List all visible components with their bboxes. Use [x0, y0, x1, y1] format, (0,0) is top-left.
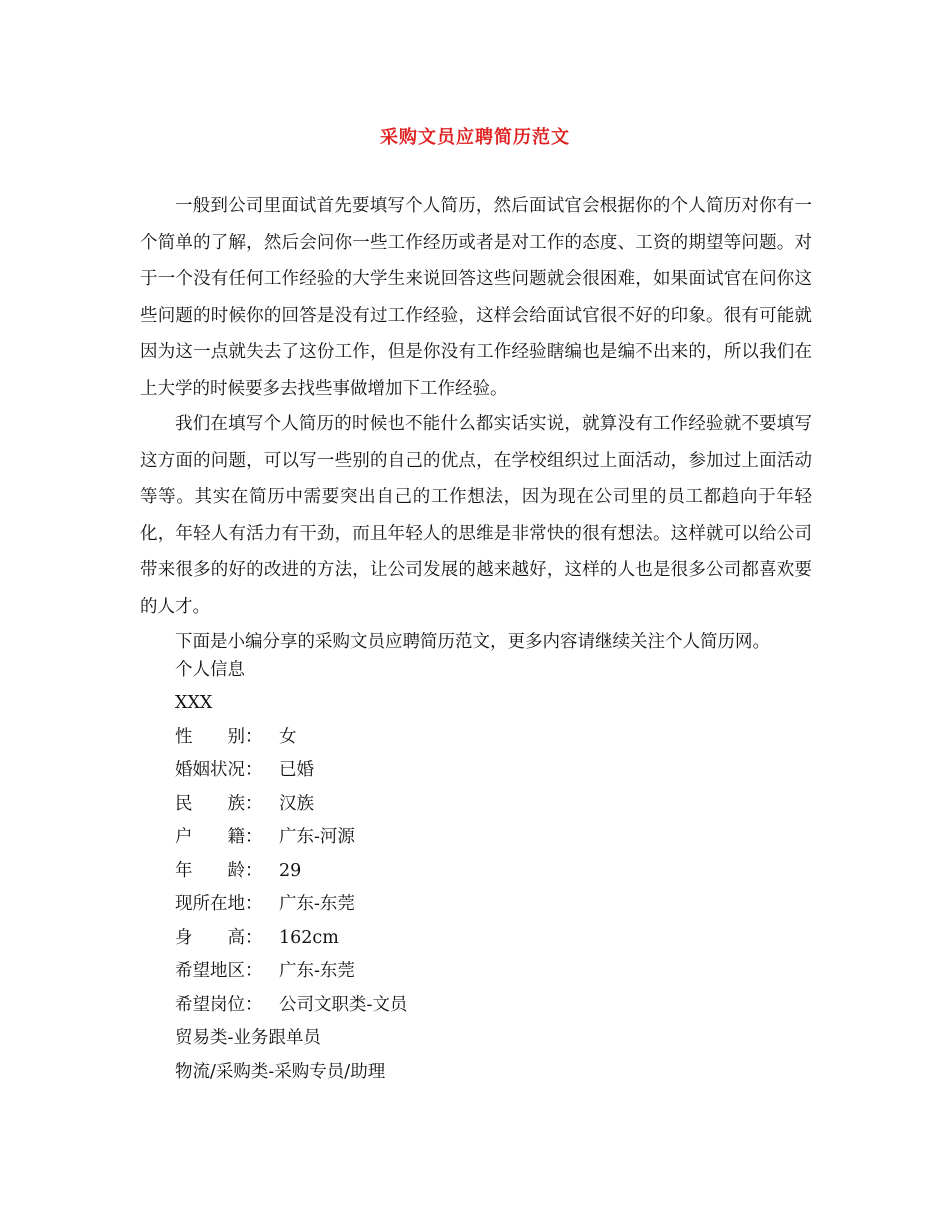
- field-height: [175, 926, 339, 950]
- field-desired-position: [175, 993, 407, 1017]
- field-label: 年 龄：: [175, 861, 263, 881]
- field-value: 汉族: [279, 794, 314, 814]
- field-value: 广东-东莞: [279, 961, 355, 981]
- field-age: [175, 859, 301, 883]
- field-label: 希望岗位：: [175, 995, 263, 1015]
- field-value: 29: [279, 861, 302, 881]
- field-gender: [175, 725, 297, 749]
- extra-position: 物流/采购类-采购专员/助理: [175, 1062, 386, 1082]
- field-value: 女: [279, 727, 297, 747]
- field-label: 身 高：: [175, 928, 263, 948]
- field-label: 户 籍：: [175, 827, 263, 847]
- field-current-location: [175, 892, 355, 916]
- field-value: 广东-东莞: [279, 894, 355, 914]
- field-value: 162cm: [279, 928, 339, 948]
- field-label: 现所在地：: [175, 894, 263, 914]
- field-household-registration: [175, 825, 355, 849]
- document-title: 采购文员应聘简历范文: [380, 127, 570, 148]
- field-label: 性 别：: [175, 727, 263, 747]
- field-desired-region: [175, 959, 355, 983]
- extra-position: 贸易类-业务跟单员: [175, 1028, 321, 1048]
- applicant-name: XXX: [175, 693, 213, 713]
- field-ethnicity: [175, 792, 314, 816]
- intro-paragraph-3: 下面是小编分享的采购文员应聘简历范文，更多内容请继续关注个人简历网。: [175, 632, 770, 652]
- field-label: 婚姻状况：: [175, 760, 263, 780]
- field-label: 希望地区：: [175, 961, 263, 981]
- field-label: 民 族：: [175, 794, 263, 814]
- field-value: 广东-河源: [279, 827, 355, 847]
- field-value: 公司文职类-文员: [279, 995, 408, 1015]
- field-marital-status: [175, 758, 314, 782]
- section-heading-personal-info: 个人信息: [175, 660, 245, 680]
- field-value: 已婚: [279, 760, 314, 780]
- intro-paragraph-1: 一般到公司里面试首先要填写个人简历，然后面试官会根据你的个人简历对你有一个简单的了解，然后会问你一些工作经历或者是对工作的态度、工资的期望等问题。对于一个没有任何工作经验的大学生来说回答这些问题就会很困难，如果面试官在问你这些问题的时候你的回答是没有过工作经验，这样会给面试官很不好的印象。很有可能就因为这一点就失去了这份工作，但是你没有工作经验瞎编也是编不出来的，所以我们在上大学的时候要多去找些事做增加下工作经验。: [140, 196, 812, 399]
- intro-paragraph-2: 我们在填写个人简历的时候也不能什么都实话实说，就算没有工作经验就不要填写这方面的问题，可以写一些别的自己的优点，在学校组织过上面活动，参加过上面活动等等。其实在简历中需要突出自己的工作想法，因为现在公司里的员工都趋向于年轻化，年轻人有活力有干劲，而且年轻人的思维是非常快的很有想法。这样就可以给公司带来很多的好的改进的方法，让公司发展的越来越好，这样的人也是很多公司都喜欢要的人才。: [140, 414, 812, 617]
